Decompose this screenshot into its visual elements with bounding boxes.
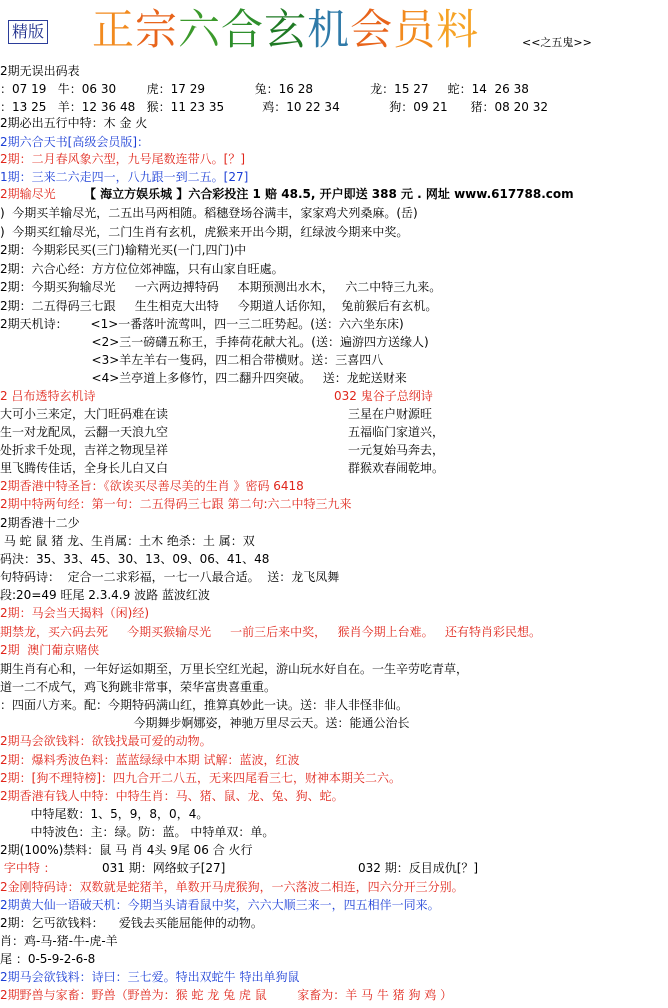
text-line: 2期：马会当天揭料（闲)经) [0, 606, 149, 620]
text-line: 2期：六合心经：方方位位郊神臨，只有山家自旺處。 [0, 262, 284, 276]
text-line: 2金刚特码诗：双数就是蛇猪羊，单数开马虎猴狗，一六落波二相连，四六分开三分别。 [0, 880, 464, 894]
text-line: 2期：二月春风象六型，九号尾数连带八。[？] [0, 152, 245, 166]
text-line: 2期香港有钱人中特：中特生肖：马、猪、鼠、龙、兔、狗、蛇。 [0, 789, 344, 803]
text-line: 肖：鸡-马-猪-牛-虎-羊 [0, 934, 118, 948]
text-line: 处折求千处现，吉祥之物现呈祥 [0, 443, 169, 457]
text-line: 2期 澳门葡京赌侠 [0, 643, 100, 657]
text-line: 里飞腾传佳话，全身长儿白又白 [0, 461, 169, 475]
title-char: 正 [92, 5, 136, 54]
title-char: 会 [350, 5, 394, 54]
title-char: 机 [307, 5, 351, 54]
text-line: 2 吕布透特玄机诗 [0, 389, 96, 403]
text-line: 2期天机诗： <1>一番落叶流莺叫，四一三二旺势起。(送：六六坐东床) [0, 317, 404, 331]
title-char: 宗 [135, 5, 179, 54]
text-line: 中特波色：主：绿。防：蓝。 中特单双：单。 [0, 825, 275, 839]
text-line: 1期：三来二六走四一，八九跟一到二五。[27] [0, 170, 249, 184]
text-line: 句特码诗： 定合一二求彩福，一七一八最合适。 送：龙飞凤舞 [0, 570, 340, 584]
text-line: 2期六合天书[高级会员版]： [0, 135, 149, 149]
title-char: 玄 [264, 5, 308, 54]
text-line: 一元复始马奔去， [348, 443, 445, 457]
text-line: 2期：二五得码三七跟 生生相克大出特 今期道人话你知， 兔前猴后有玄机。 [0, 299, 438, 313]
text-line: 期禁龙，买六码去死 今期买猴输尽光 一前三后来中奖， 猴肖今期上台难。 还有特肖彩民想。 [0, 625, 542, 639]
text-line: 尾 ：0-5-9-2-6-8 [0, 952, 96, 966]
text-line: 2期：[狗不理特榜]：四九合开二八五，无来四尾看三七，财神本期关二六。 [0, 771, 402, 785]
text-line: ：四面八方来。配：今期特码满山红，推算真妙此一诀。送：非人非怪非仙。 [0, 698, 409, 712]
text-line: 码決：35、33、45、30、13、09、06、41、48 [0, 552, 270, 566]
page-tag: <<之五鬼>> [522, 36, 592, 49]
text-line: 道一二不成气，鸡飞狗跳非常事，荣华富贵喜重重。 [0, 680, 277, 694]
text-line: 段:20=49 旺尾 2.3.4.9 波路 蓝波红波 [0, 588, 210, 602]
text-line: <4>兰亭道上多修竹，四二翻升四突破。 送：龙蛇送财来 [0, 371, 407, 385]
text-line: <3>羊左羊右一隻码，四二相合带横财。送：三喜四八 [0, 353, 384, 367]
text-line: 2期输尽光 [0, 187, 56, 201]
text-line: 2期马会欲钱料：诗曰：三七爱。特出双蛇牛 特出单狗鼠 [0, 970, 300, 984]
text-line: 2期中特两句经：第一句：二五得码三七跟 第二句:六二中特三九来 [0, 497, 352, 511]
text-line: 【 海立方娱乐城 】六合彩投注 1 赔 48.5, 开户即送 388 元 . 网址 www.617788.com [84, 187, 574, 201]
text-line: 2期：乞丐欲钱料： 爱钱去买能屈能伸的动物。 [0, 916, 263, 930]
page-header [0, 0, 668, 58]
text-line: 2期无误出码表 [0, 64, 80, 78]
text-line: 群猴欢春闹乾坤。 [348, 461, 445, 475]
text-line: 今期舞步婀娜姿，神驰万里尽云天。送：能通公治长 [0, 716, 410, 730]
text-line: 2期黄大仙一语破天机：今期当头请看鼠中奖，六六大顺三来一，四五相伴一同来。 [0, 898, 440, 912]
text-line: 期生肖有心和，一年好运如期至，万里长空红光起，游山玩水好自在。一生辛劳吃青草， [0, 662, 469, 676]
title-char: 六 [178, 5, 222, 54]
text-line: ) 今期买羊输尽光，二五出马两相随。稻穗登场谷满丰，家家鸡犬列桑麻。(岳) [0, 206, 418, 220]
text-line: 031 期：网络蚊子[27] [102, 861, 226, 875]
text-line: 生一对龙配凤，云翻一天浪九空 [0, 425, 169, 439]
title-char: 合 [221, 5, 265, 54]
title-char: 员 [393, 5, 437, 54]
text-line: 中特尾数：1、5，9，8，0，4。 [0, 807, 209, 821]
text-line: 2期：爆料秀波色料：蓝蓝绿绿中本期 试解：蓝波，红波 [0, 753, 300, 767]
title-char: 料 [436, 5, 480, 54]
text-line: 2期香港十二少 [0, 516, 80, 530]
edition-badge: 精版 [8, 20, 48, 44]
text-line: ：13 25 羊：12 36 48 猴：11 23 35 鸡：10 22 34 狗：09 21 猪：08 20 32 [0, 100, 548, 114]
text-line: ) 今期买红输尽光，二门生肖有玄机，虎猴来开出今期，红绿波今期来中奖。 [0, 225, 409, 239]
text-line: 2期必出五行中特：木 金 火 [0, 116, 148, 130]
text-line: 马 蛇 鼠 猪 龙、生肖属：土木 绝杀：土 属：双 [0, 534, 255, 548]
text-line: 大可小三来定，大门旺码难在读 [0, 407, 169, 421]
text-line: 字中特 ： [0, 861, 56, 875]
text-line: 2期(100%)禁料：鼠 马 肖 4头 9尾 06 合 火行 [0, 843, 253, 857]
text-line: 2期野兽与家畜：野兽（野兽为：猴 蛇 龙 兔 虎 鼠 家畜为：羊 马 牛 猪 狗 鸡 ） [0, 988, 453, 1002]
text-line: 2期香港中特圣旨：《欲诶买尽善尽美的生肖 》密码 6418 [0, 479, 304, 493]
text-line: 三星在户财源旺 [348, 407, 433, 421]
text-line: 2期马会欲钱料：欲钱找最可爱的动物。 [0, 734, 212, 748]
page-title [92, 6, 479, 54]
text-line: 2期：今期彩民买(三门)输精光买(一门,四门)中 [0, 243, 247, 257]
text-line: 五福临门家道兴， [348, 425, 445, 439]
text-line: 2期：今期买狗输尽光 一六两边搏特码 本期预测出水木， 六二中特三九来。 [0, 280, 442, 294]
text-line: ：07 19 牛：06 30 虎：17 29 兔：16 28 龙：15 27 蛇：14 26 38 [0, 82, 529, 96]
text-line: 032 期：反目成仇[？] [358, 861, 479, 875]
text-line: <2>三一磅礴五称王，手捧荷花献大礼。(送：遍游四方送缘人) [0, 335, 429, 349]
text-line: 032 鬼谷子总纲诗 [334, 389, 433, 403]
